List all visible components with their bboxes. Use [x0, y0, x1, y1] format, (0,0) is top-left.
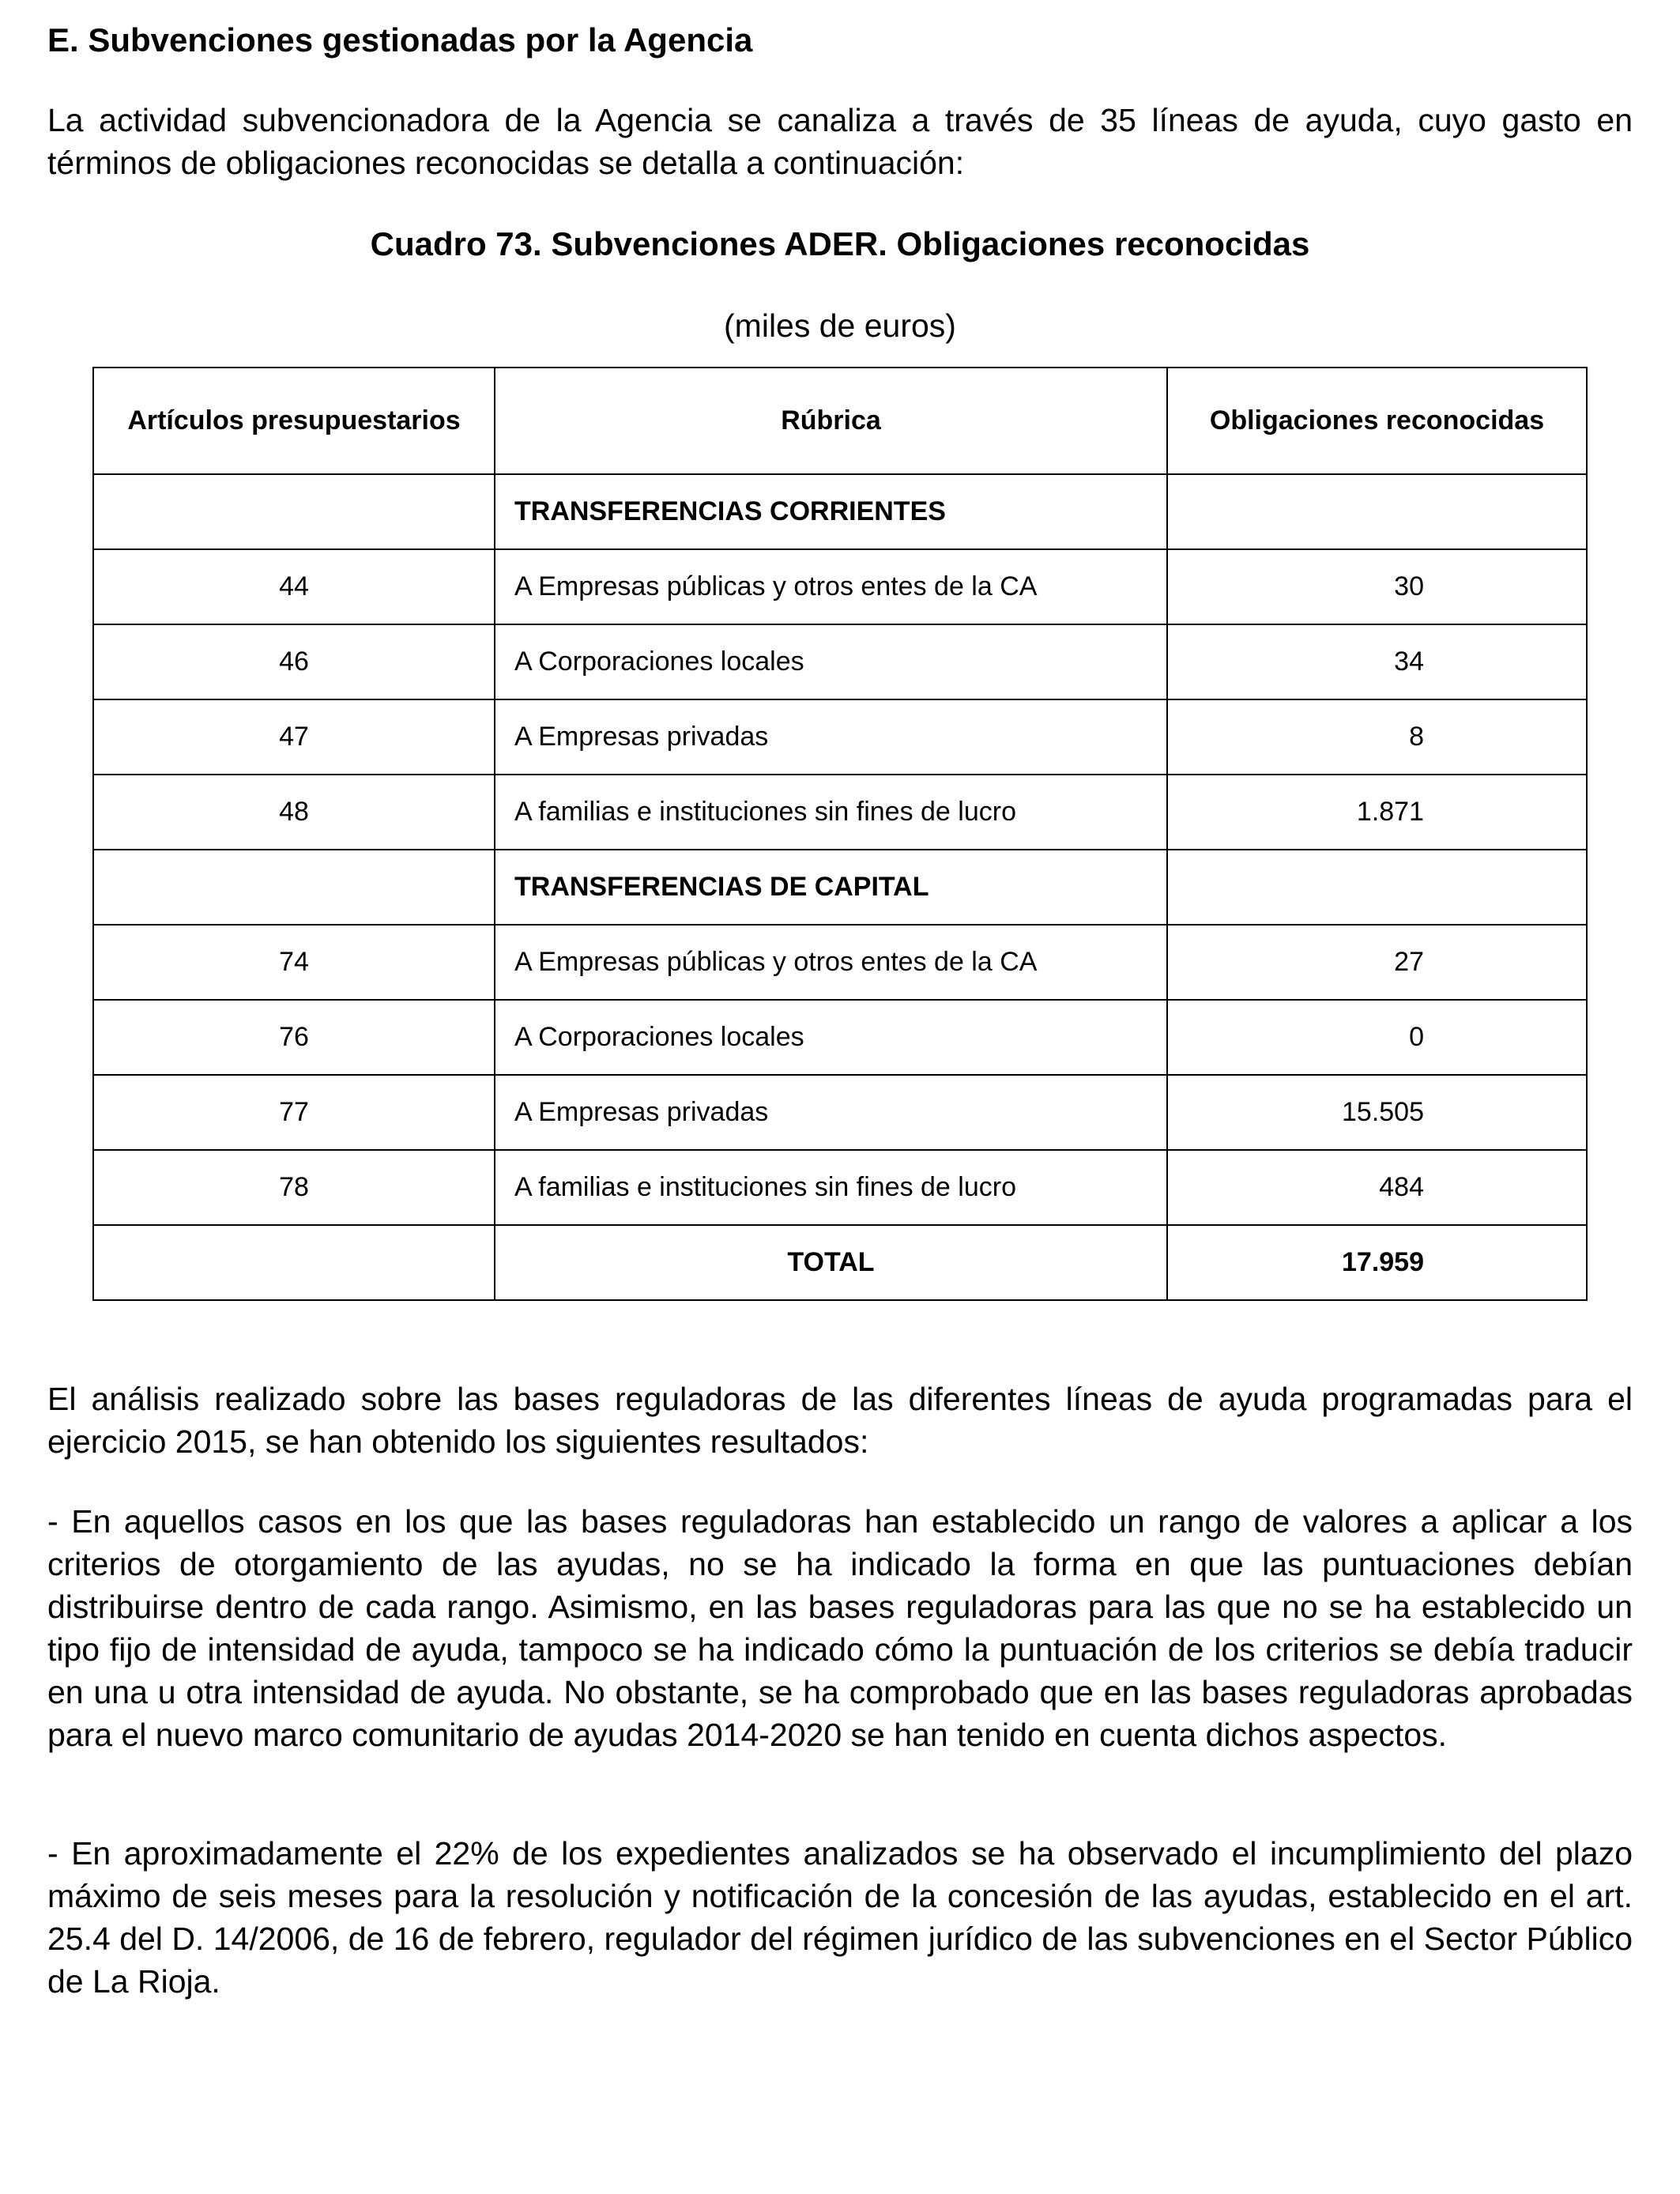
cell-articulo — [93, 1225, 495, 1300]
cell-articulo: 74 — [93, 925, 495, 1000]
table-row — [93, 925, 1587, 1000]
analysis-paragraph: El análisis realizado sobre las bases reguladoras de las diferentes líneas de ayuda programadas para el ejercicio 2015, se han obtenido los siguientes resultados: — [47, 1381, 1633, 1460]
table-row — [93, 699, 1587, 775]
cell-rubrica: A Corporaciones locales — [495, 624, 1167, 699]
cell-articulo: 48 — [93, 775, 495, 850]
table-row — [93, 1075, 1587, 1150]
cell-section-label: TRANSFERENCIAS DE CAPITAL — [495, 850, 1167, 925]
table-row — [93, 624, 1587, 699]
table-row — [93, 1150, 1587, 1225]
cell-rubrica: A Corporaciones locales — [495, 1000, 1167, 1075]
column-header-articulos: Artículos presupuestarios — [93, 368, 495, 474]
table-title: Cuadro 73. Subvenciones ADER. Obligaciones reconocidas — [370, 225, 1310, 262]
column-header-obligaciones: Obligaciones reconocidas — [1167, 368, 1587, 474]
cell-articulo: 78 — [93, 1150, 495, 1225]
cell-articulo — [93, 850, 495, 925]
cell-obligaciones: 34 — [1167, 624, 1587, 699]
cell-articulo: 44 — [93, 549, 495, 624]
finding-paragraph-1: - En aquellos casos en los que las bases reguladoras han establecido un rango de valores a aplicar a los criterios de otorgamiento de las ayudas, no se ha indicado la forma en que las puntuaciones debían distribuirse dentro de cada rango. Asimismo, en las bases reguladoras para las que no se ha establecido un tipo fijo de intensidad de ayuda, tampoco se ha indicado cómo la puntuación de los criterios se debía traducir en una u otra intensidad de ayuda. No obstante, se ha comprobado que en las bases reguladoras aprobadas para el nuevo marco comunitario de ayudas 2014-2020 se han tenido en cuenta dichos aspectos. — [47, 1503, 1633, 1753]
cell-rubrica: A Empresas públicas y otros entes de la CA — [495, 925, 1167, 1000]
cell-obligaciones — [1167, 474, 1587, 549]
intro-paragraph: La actividad subvencionadora de la Agencia se canaliza a través de 35 líneas de ayuda, cuyo gasto en términos de obligaciones reconocidas se detalla a continuación: — [47, 102, 1633, 181]
column-header-rubrica: Rúbrica — [495, 368, 1167, 474]
cell-obligaciones — [1167, 850, 1587, 925]
table-row — [93, 1000, 1587, 1075]
cell-articulo: 47 — [93, 699, 495, 775]
cell-articulo: 46 — [93, 624, 495, 699]
cell-section-label: TRANSFERENCIAS CORRIENTES — [495, 474, 1167, 549]
cell-obligaciones: 484 — [1167, 1150, 1587, 1225]
section-heading: E. Subvenciones gestionadas por la Agencia — [47, 21, 753, 58]
cell-articulo: 77 — [93, 1075, 495, 1150]
cell-rubrica: A familias e instituciones sin fines de lucro — [495, 775, 1167, 850]
cell-rubrica: A Empresas privadas — [495, 1075, 1167, 1150]
cell-rubrica: A familias e instituciones sin fines de lucro — [495, 1150, 1167, 1225]
table-unit: (miles de euros) — [724, 307, 956, 344]
table-row-section — [93, 850, 1587, 925]
cell-rubrica: A Empresas públicas y otros entes de la CA — [495, 549, 1167, 624]
table-row — [93, 775, 1587, 850]
cell-rubrica: A Empresas privadas — [495, 699, 1167, 775]
table-row — [93, 549, 1587, 624]
table-header-row — [93, 368, 1587, 474]
table-row-section — [93, 474, 1587, 549]
finding-paragraph-2: - En aproximadamente el 22% de los expedientes analizados se ha observado el incumplimiento del plazo máximo de seis meses para la resolución y notificación de la concesión de las ayudas, establecido en el art. 25.4 del D. 14/2006, de 16 de febrero, regulador del régimen jurídico de las subvenciones en el Sector Público de La Rioja. — [47, 1835, 1633, 2000]
cell-obligaciones: 30 — [1167, 549, 1587, 624]
cell-obligaciones: 8 — [1167, 699, 1587, 775]
cell-obligaciones: 15.505 — [1167, 1075, 1587, 1150]
total-label: TOTAL — [495, 1225, 1167, 1300]
cell-obligaciones: 27 — [1167, 925, 1587, 1000]
total-value: 17.959 — [1167, 1225, 1587, 1300]
cell-articulo — [93, 474, 495, 549]
table-total-row — [93, 1225, 1587, 1300]
cell-obligaciones: 1.871 — [1167, 775, 1587, 850]
cell-obligaciones: 0 — [1167, 1000, 1587, 1075]
subsidies-table — [92, 367, 1588, 1301]
cell-articulo: 76 — [93, 1000, 495, 1075]
